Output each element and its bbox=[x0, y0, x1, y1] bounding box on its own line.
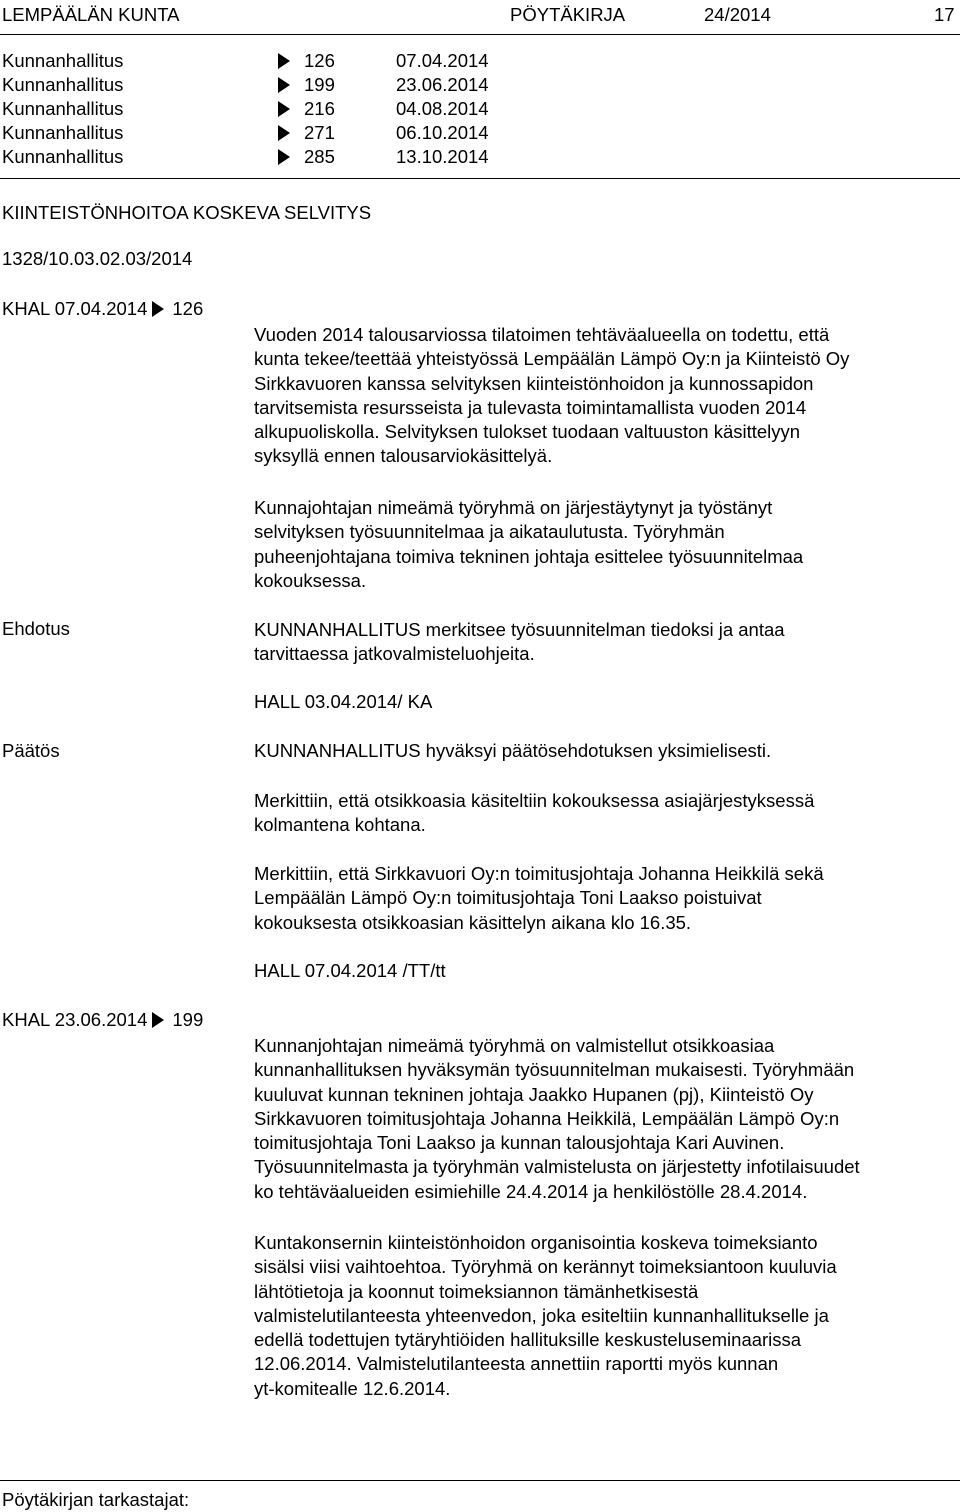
section-paragraph bbox=[254, 1034, 954, 1204]
hall-signature: HALL 07.04.2014 /TT/tt bbox=[254, 960, 446, 981]
reference-body: Kunnanhallitus bbox=[2, 74, 124, 95]
ehdotus-label: Ehdotus bbox=[2, 618, 70, 639]
paatos-label: Päätös bbox=[2, 740, 60, 761]
section-paragraph bbox=[254, 789, 954, 838]
section-arrow-icon bbox=[278, 77, 290, 93]
section-arrow-icon bbox=[278, 53, 290, 69]
paragraph: Kunnanjohtajan nimeämä työryhmä on valmistellut otsikkoasiaa kunnanhallituksen hyväksymän työsuunnitelman mukaisesti. Työryhmään kuuluvat kunnan tekninen johtaja Jaakko Hupanen (pj), Kiinteistö Oy Sirkkavuoren toimitusjohtaja Johanna Heikkilä, Lempäälän Lämpö Oy:n toimitusjohtaja Toni Laakso ja kunnan talousjohtaja Kari Auvinen. Työsuunnitelmasta ja työryhmän valmistelusta on järjestetty infotilaisuudet ko tehtäväalueiden esimiehille 24.4.2014 ja henkilöstölle 28.4.2014. bbox=[254, 1035, 860, 1202]
case-id: 1328/10.03.02.03/2014 bbox=[2, 248, 193, 269]
section-date-label: KHAL 23.06.2014 bbox=[2, 1009, 148, 1030]
section-label bbox=[2, 298, 203, 320]
section-arrow-icon bbox=[152, 1012, 164, 1028]
reference-date: 23.06.2014 bbox=[396, 74, 489, 95]
reference-date: 06.10.2014 bbox=[396, 122, 489, 143]
signers-label: Pöytäkirjan tarkastajat: bbox=[2, 1489, 190, 1510]
document-title: KIINTEISTÖNHOITOA KOSKEVA SELVITYS bbox=[2, 202, 372, 223]
paatos-text: KUNNANHALLITUS hyväksyi päätösehdotuksen yksimielisesti. bbox=[254, 740, 772, 761]
reference-date: 04.08.2014 bbox=[396, 98, 489, 119]
page-number: 17 bbox=[934, 4, 955, 25]
reference-date: 07.04.2014 bbox=[396, 50, 489, 71]
section-arrow-icon bbox=[278, 125, 290, 141]
paragraph: KUNNANHALLITUS merkitsee työsuunnitelman tiedoksi ja antaa tarvittaessa jatkovalmisteluohjeita. bbox=[254, 619, 785, 665]
references-divider bbox=[0, 178, 960, 179]
paragraph: Vuoden 2014 talousarviossa tilatoimen tehtäväalueella on todettu, että kunta tekee/teettää yhteistyössä Lempäälän Lämpö Oy:n ja Kiinteistö Oy Sirkkavuoren kanssa selvityksen kiinteistönhoidon ja kunnossapidon tarvitsemista resursseista ja tulevasta toimintamallista vuoden 2014 alkupuoliskolla. Selvityksen tulokset tuodaan valtuuston käsittelyyn syksyllä ennen talousarviokäsittelyä. bbox=[254, 324, 850, 467]
section-number: 199 bbox=[172, 1009, 204, 1030]
reference-body: Kunnanhallitus bbox=[2, 122, 124, 143]
reference-body: Kunnanhallitus bbox=[2, 98, 124, 119]
reference-number: 271 bbox=[304, 122, 335, 143]
reference-body: Kunnanhallitus bbox=[2, 146, 124, 167]
section-paragraph bbox=[254, 496, 954, 593]
reference-body: Kunnanhallitus bbox=[2, 50, 124, 71]
section-arrow-icon bbox=[152, 301, 164, 317]
reference-number: 216 bbox=[304, 98, 335, 119]
paragraph: Merkittiin, että otsikkoasia käsiteltiin kokouksessa asiajärjestyksessä kolmantena kohtana. bbox=[254, 790, 815, 836]
ehdotus-block bbox=[254, 618, 954, 667]
footer-divider bbox=[0, 1480, 960, 1481]
section-paragraph bbox=[254, 1231, 954, 1401]
paragraph: Merkittiin, että Sirkkavuori Oy:n toimitusjohtaja Johanna Heikkilä sekä Lempäälän Lämpö Oy:n toimitusjohtaja Toni Laakso poistuivat kokouksesta otsikkoasian käsittelyn aikana klo 16.35. bbox=[254, 863, 824, 933]
document-type: PÖYTÄKIRJA bbox=[510, 4, 626, 25]
municipality-name: LEMPÄÄLÄN KUNTA bbox=[2, 4, 180, 25]
reference-number: 199 bbox=[304, 74, 335, 95]
section-number: 126 bbox=[172, 298, 204, 319]
section-arrow-icon bbox=[278, 149, 290, 165]
hall-signature: HALL 03.04.2014/ KA bbox=[254, 691, 433, 712]
paragraph: Kuntakonsernin kiinteistönhoidon organisointia koskeva toimeksianto sisälsi viisi vaihtoehtoa. Työryhmä on kerännyt toimeksiantoon kuuluvia lähtötietoja ja koonnut toimeksiannon tämänhetkisestä valmistelutilanteesta yhteenvedon, joka esiteltiin kunnanhallitukselle ja edellä todettujen tytäryhtiöiden hallituksille keskusteluseminaarissa 12.06.2014. Valmistelutilanteesta annettiin raportti myös kunnan yt-komitealle 12.6.2014. bbox=[254, 1232, 837, 1399]
document-number: 24/2014 bbox=[704, 4, 771, 25]
section-arrow-icon bbox=[278, 101, 290, 117]
reference-number: 285 bbox=[304, 146, 335, 167]
reference-number: 126 bbox=[304, 50, 335, 71]
header-divider bbox=[0, 34, 960, 35]
paragraph: Kunnajohtajan nimeämä työryhmä on järjestäytynyt ja työstänyt selvityksen työsuunnitelmaa ja aikataulutusta. Työryhmän puheenjohtajana toimiva tekninen johtaja esittelee työsuunnitelmaa kokouksessa. bbox=[254, 497, 804, 591]
section-paragraph bbox=[254, 323, 954, 469]
section-date-label: KHAL 07.04.2014 bbox=[2, 298, 148, 319]
section-label bbox=[2, 1009, 203, 1031]
reference-date: 13.10.2014 bbox=[396, 146, 489, 167]
section-paragraph bbox=[254, 862, 954, 935]
